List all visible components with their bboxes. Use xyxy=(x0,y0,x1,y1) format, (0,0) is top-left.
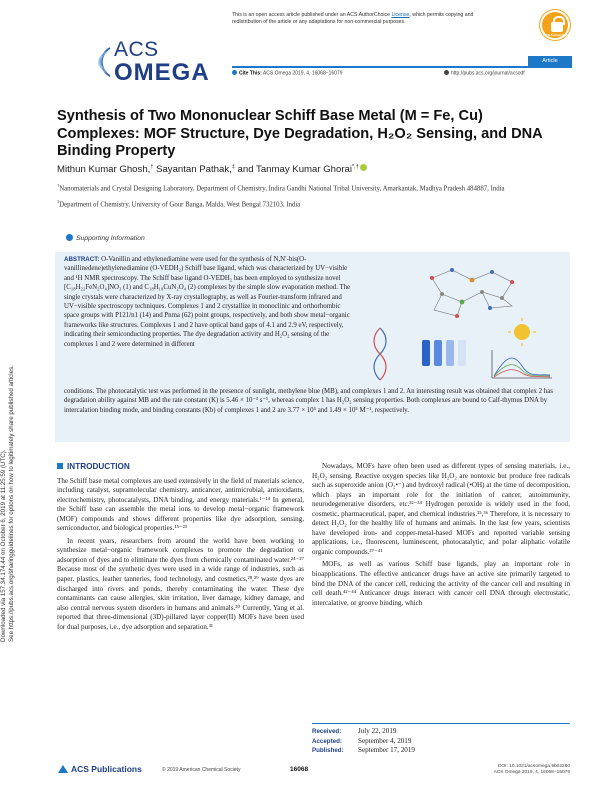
intro-column-right xyxy=(312,462,570,611)
author-name[interactable]: Sayantan Pathak, xyxy=(156,164,232,176)
doi-link[interactable]: DOI: 10.1021/acsomega.9b02280 xyxy=(497,764,570,769)
abstract-text: O-Vanillin and ethylenediamine were used for the synthesis of N,N′-bis(O-vanillinedene)ethylenediamine (O-VEDH₂) Schiff base ligand, which was characterized by UV−visible and ¹H NMR spectroscopy. The Schiff base ligand O-VEDH₂ has been employed to synthesize novel [C₁₈H₂₂FeN₂O₄]NO₃ (1) and C₁₈H₁₈CuN₂O₄ (2) complexes by the simple slow evaporation method. The single crystals were characterized by X-ray crystallography, as well as Fourier-transform infrared and UV−visible spectroscopy techniques. Complexes 1 and 2 crystallize in monoclinic and orthorhombic space groups with P121/n1 (14) and Pnma (62) point groups, respectively, and both show metal−organic frameworks like structures. Complexes 1 and 2 have optical band gaps of 4.1 and 2.9 eV, respectively, indicating their semiconducting properties. The dye degradation activity and H₂O₂ sensing of the complexes 1 and 2 were determined in different xyxy=(64,256,351,348)
intro-paragraph: In recent years, researchers from around the world have been working to synthesize metal−organic framework complexes to promote the degradation or adsorption of dyes and to eliminate the dyes from chemically contaminated water.²⁴⁻²⁷ Because most of the synthetic dyes were used in a wide range of industries, such as paper, plastics, leather tanneries, food technology, and cosmetics,²⁸,²⁹ waste dyes are discharged into rivers and ponds, thereby contaminating the water. These dye contaminants can cause allergies, skin irritation, liver damage, kidney damage, and also central nervous system disorders in humans and animals.³⁰ Currently, Yang et al. reported that three-dimensional (3D)-pillared layer copper(II) MOFs have been used for dual purposes, i.e., dye adsorption and separation.³¹ xyxy=(57,536,304,631)
cite-icon xyxy=(232,70,237,75)
atom-dots xyxy=(430,268,514,318)
acs-publications-logo[interactable] xyxy=(57,764,142,774)
toc-graphic xyxy=(362,258,562,382)
history-label: Published: xyxy=(312,747,344,754)
affiliation-item xyxy=(57,197,537,210)
intro-paragraph: The Schiff base metal complexes are used extensively in the field of materials science, including catalyst, supramolecular chemistry, anticancer, antimicrobial, antioxidants, electrochemistry, photocatalysts, DNA binding, and energy materials.¹⁻¹⁴ In general, the Schiff base can assemble the metal ions to develop metal−organic framework (MOF) compounds and shows different properties like dye adsorption, sensing, semiconductor, and biological properties.¹⁵⁻²³ xyxy=(57,476,304,533)
article-history xyxy=(312,723,570,756)
journal-url[interactable] xyxy=(444,70,525,77)
footer-logo-text: ACS Publications xyxy=(71,764,142,774)
footer-doi xyxy=(472,764,570,776)
author-affil-mark: *,† xyxy=(352,164,359,170)
supporting-information-link[interactable] xyxy=(66,234,145,242)
affiliation-item xyxy=(57,181,537,194)
section-square-icon xyxy=(57,463,63,469)
intro-column-left xyxy=(57,462,304,635)
journal-logo xyxy=(80,38,210,88)
side-note-line-2: See https://pubs.acs.org/sharingguidelines for options on how to legitimately share published articles. xyxy=(8,365,15,642)
orcid-icon[interactable] xyxy=(360,164,367,171)
author-name[interactable]: Mithun Kumar Ghosh, xyxy=(57,164,151,176)
history-label: Received: xyxy=(312,728,342,735)
supporting-info-icon xyxy=(66,234,73,241)
header-divider xyxy=(232,66,572,68)
author-affil-mark: ‡ xyxy=(231,164,235,170)
history-received xyxy=(312,727,570,737)
crystal-structure-icon xyxy=(432,270,512,316)
page-number: 16068 xyxy=(290,766,309,773)
abstract-body-continued: conditions. The photocatalytic test was performed in the presence of sunlight, methylene blue (MB), and complexes 1 and 2. An interesting result was obtained that complex 2 has degradation ability against MB and the rate constant (K) is 5.46 × 10⁻³ s⁻¹, whereas complex 1 has H₂O₂ sensing properties. Both complexes are bound to Calf-thymus DNA by intercalation binding mode, and binding constants (Kb) of complexes 1 and 2 are 3.77 × 10⁵ and 1.49 × 10⁵ M⁻¹, respectively. xyxy=(64,388,553,414)
author-list xyxy=(57,164,367,175)
cite-text: ACS Omega 2019, 4, 16068−16079 xyxy=(262,70,343,77)
footer-citation: ACS Omega 2019, 4, 16068−16079 xyxy=(493,770,570,775)
affiliation-text: Nanomaterials and Crystal Designing Laboratory, Department of Chemistry, Indira Gandhi National Tribal University, Amarkantak, Madhya Pradesh 484887, India xyxy=(59,185,505,193)
supporting-label: Supporting Information xyxy=(76,235,145,242)
link-icon xyxy=(444,70,449,75)
absorbance-plot-icon xyxy=(492,350,552,378)
affiliations xyxy=(57,181,537,214)
open-access-notice xyxy=(232,12,502,26)
acs-mark-icon xyxy=(57,764,69,774)
journal-url-text: http://pubs.acs.org/journal/acsodf xyxy=(451,70,525,77)
copyright: © 2019 American Chemical Society xyxy=(162,767,241,773)
dye-vials-icon xyxy=(422,340,466,366)
dna-helix-icon xyxy=(374,328,386,380)
author-choice-badge xyxy=(540,10,570,40)
abstract-body xyxy=(64,255,356,349)
history-label: Accepted: xyxy=(312,737,342,745)
abstract-label: ABSTRACT: xyxy=(64,256,100,263)
intro-paragraph: MOFs, as well as various Schiff base ligands, play an important role in bioapplications. The effective anticancer drugs have an active site primarily targeted to bind the DNA of the cancer cell, reducing the activity of the cancer cell and resulting in cell death.⁴²⁻⁴⁴ Anticancer drugs interact with cancer cell DNA through electrostatic, intercalative, or groove binding, which xyxy=(312,560,570,607)
open-lock-icon xyxy=(551,22,563,32)
intro-heading-text: INTRODUCTION xyxy=(67,462,130,471)
affiliation-mark: ‡ xyxy=(57,199,60,205)
side-note-line-1: Downloaded via 157.34.174.44 on October 6, 2019 at 11:25:59 (UTC). xyxy=(0,449,7,642)
history-date: July 22, 2019 xyxy=(358,727,397,735)
download-side-note xyxy=(0,242,16,642)
license-link[interactable]: License xyxy=(391,12,410,18)
sun-icon xyxy=(508,318,536,346)
badge-label: ACS AuthorChoice xyxy=(543,33,571,37)
history-published xyxy=(312,746,570,756)
history-date: September 4, 2019 xyxy=(358,736,412,745)
affiliation-mark: † xyxy=(57,183,60,188)
history-accepted xyxy=(312,737,570,747)
article-title: Synthesis of Two Mononuclear Schiff Base Metal (M = Fe, Cu) Complexes: MOF Structure, Dye Degradation, H₂O₂ Sensing, and DNA Binding Property xyxy=(57,108,543,159)
author-name[interactable]: and Tanmay Kumar Ghorai xyxy=(237,164,353,176)
logo-acs-text: ACS xyxy=(114,38,159,61)
notice-text-2: , which permits copying and redistribution of the article or any adaptations for non-commercial purposes. xyxy=(232,12,474,25)
logo-omega-text: OMEGA xyxy=(114,59,210,86)
history-date: September 17, 2019 xyxy=(358,746,415,754)
omega-arc-icon xyxy=(80,42,114,82)
intro-heading xyxy=(57,462,304,472)
cite-this[interactable] xyxy=(232,70,343,77)
affiliation-text: Department of Chemistry, University of Gour Banga, Malda, West Bengal 732103, India xyxy=(59,201,301,209)
cite-label: Cite This: xyxy=(239,70,262,77)
author-affil-mark: † xyxy=(150,164,154,170)
notice-text-1: This is an open access article published under an ACS AuthorChoice xyxy=(232,12,391,18)
article-type-tab: Article xyxy=(528,56,572,66)
intro-paragraph: Nowadays, MOFs have often been used as different types of sensing materials, i.e., H₂O₂ sensing. Reactive oxygen species like H₂O₂ are nontoxic but produce free radicals such as superoxide anion (O₂•⁻) and hydroxyl radical (•OH) at the time of decomposition, which plays an important role for the initiation of cancer, autoimmunity, neurodegenerative disorders, etc.³²⁻³⁴ Hydrogen peroxide is widely used in the food, cosmetic, pharmaceutical, paper, and chemical industries.³⁵,³⁶ Therefore, it is necessary to detect H₂O₂ for the healthy life of humans and animals. In the last few years, scientists have developed iron- and copper-metal-based MOFs and reported variable sensing applications, i.e., fluorescent, luminescent, photocatalytic, and polar aliphatic volatile organic compounds.³⁷⁻⁴¹ xyxy=(312,462,570,556)
